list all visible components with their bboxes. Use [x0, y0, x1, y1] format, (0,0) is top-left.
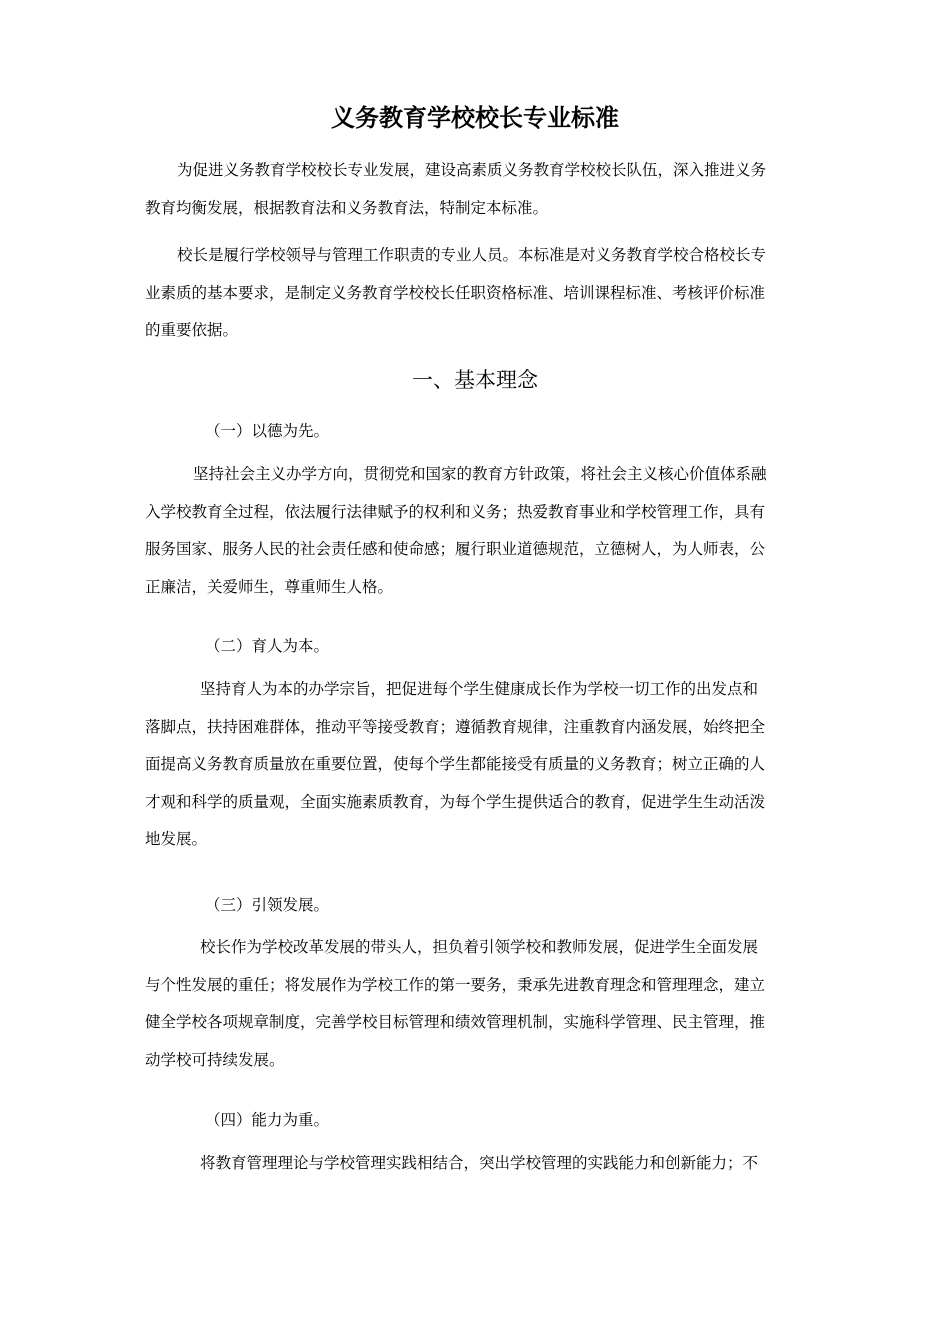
paragraph-line: 业素质的基本要求，是制定义务教育学校校长任职资格标准、培训课程标准、考核评价标准 — [145, 283, 766, 302]
item-paragraph-3 — [145, 929, 820, 1079]
intro-paragraph-2 — [145, 237, 820, 350]
item-heading-4: （四）能力为重。 — [205, 1111, 330, 1129]
paragraph-line: 动学校可持续发展。 — [145, 1050, 285, 1069]
intro-paragraph-1 — [145, 152, 820, 227]
paragraph-line: 将教育管理理论与学校管理实践相结合，突出学校管理的实践能力和创新能力；不 — [200, 1154, 759, 1172]
paragraph-line: 教育均衡发展，根据教育法和义务教育法，特制定本标准。 — [145, 198, 549, 217]
paragraph-line: 为促进义务教育学校校长专业发展，建设高素质义务教育学校校长队伍，深入推进义务 — [177, 161, 767, 179]
paragraph-line: 服务国家、服务人民的社会责任感和使命感；履行职业道德规范，立德树人，为人师表，公 — [145, 540, 766, 558]
paragraph-line: 的重要依据。 — [145, 321, 239, 339]
item-paragraph-1 — [145, 456, 820, 606]
paragraph-line: 校长作为学校改革发展的带头人，担负着引领学校和教师发展，促进学生全面发展 — [200, 938, 759, 956]
paragraph-line: 落脚点，扶持困难群体，推动平等接受教育；遵循教育规律，注重教育内涵发展，始终把全 — [145, 717, 766, 736]
item-paragraph-2 — [145, 671, 820, 859]
item-heading-3: （三）引领发展。 — [205, 896, 330, 914]
paragraph-line: 正廉洁，关爱师生，尊重师生人格。 — [145, 577, 394, 596]
paragraph-line: 面提高义务教育质量放在重要位置，使每个学生都能接受有质量的义务教育；树立正确的人 — [145, 755, 766, 773]
document-title: 义务教育学校校长专业标准 — [331, 104, 619, 132]
paragraph-line: 健全学校各项规章制度，完善学校目标管理和绩效管理机制，实施科学管理、民主管理，推 — [145, 1013, 766, 1031]
item-heading-1: （一）以德为先。 — [205, 422, 330, 440]
paragraph-line: 入学校教育全过程，依法履行法律赋予的权利和义务；热爱教育事业和学校管理工作，具有 — [145, 502, 766, 521]
paragraph-line: 地发展。 — [145, 830, 208, 848]
item-heading-2: （二）育人为本。 — [205, 637, 330, 655]
section-heading: 一、基本理念 — [412, 368, 538, 392]
paragraph-line: 坚持社会主义办学方向，贯彻党和国家的教育方针政策，将社会主义核心价值体系融 — [193, 465, 767, 483]
paragraph-line: 才观和科学的质量观，全面实施素质教育，为每个学生提供适合的教育，促进学生生动活泼 — [145, 792, 766, 811]
item-paragraph-4 — [145, 1145, 820, 1183]
paragraph-line: 坚持育人为本的办学宗旨，把促进每个学生健康成长作为学校一切工作的出发点和 — [200, 680, 759, 698]
paragraph-line: 与个性发展的重任；将发展作为学校工作的第一要务，秉承先进教育理念和管理理念，建立 — [145, 975, 766, 994]
paragraph-line: 校长是履行学校领导与管理工作职责的专业人员。本标准是对义务教育学校合格校长专 — [177, 246, 767, 264]
